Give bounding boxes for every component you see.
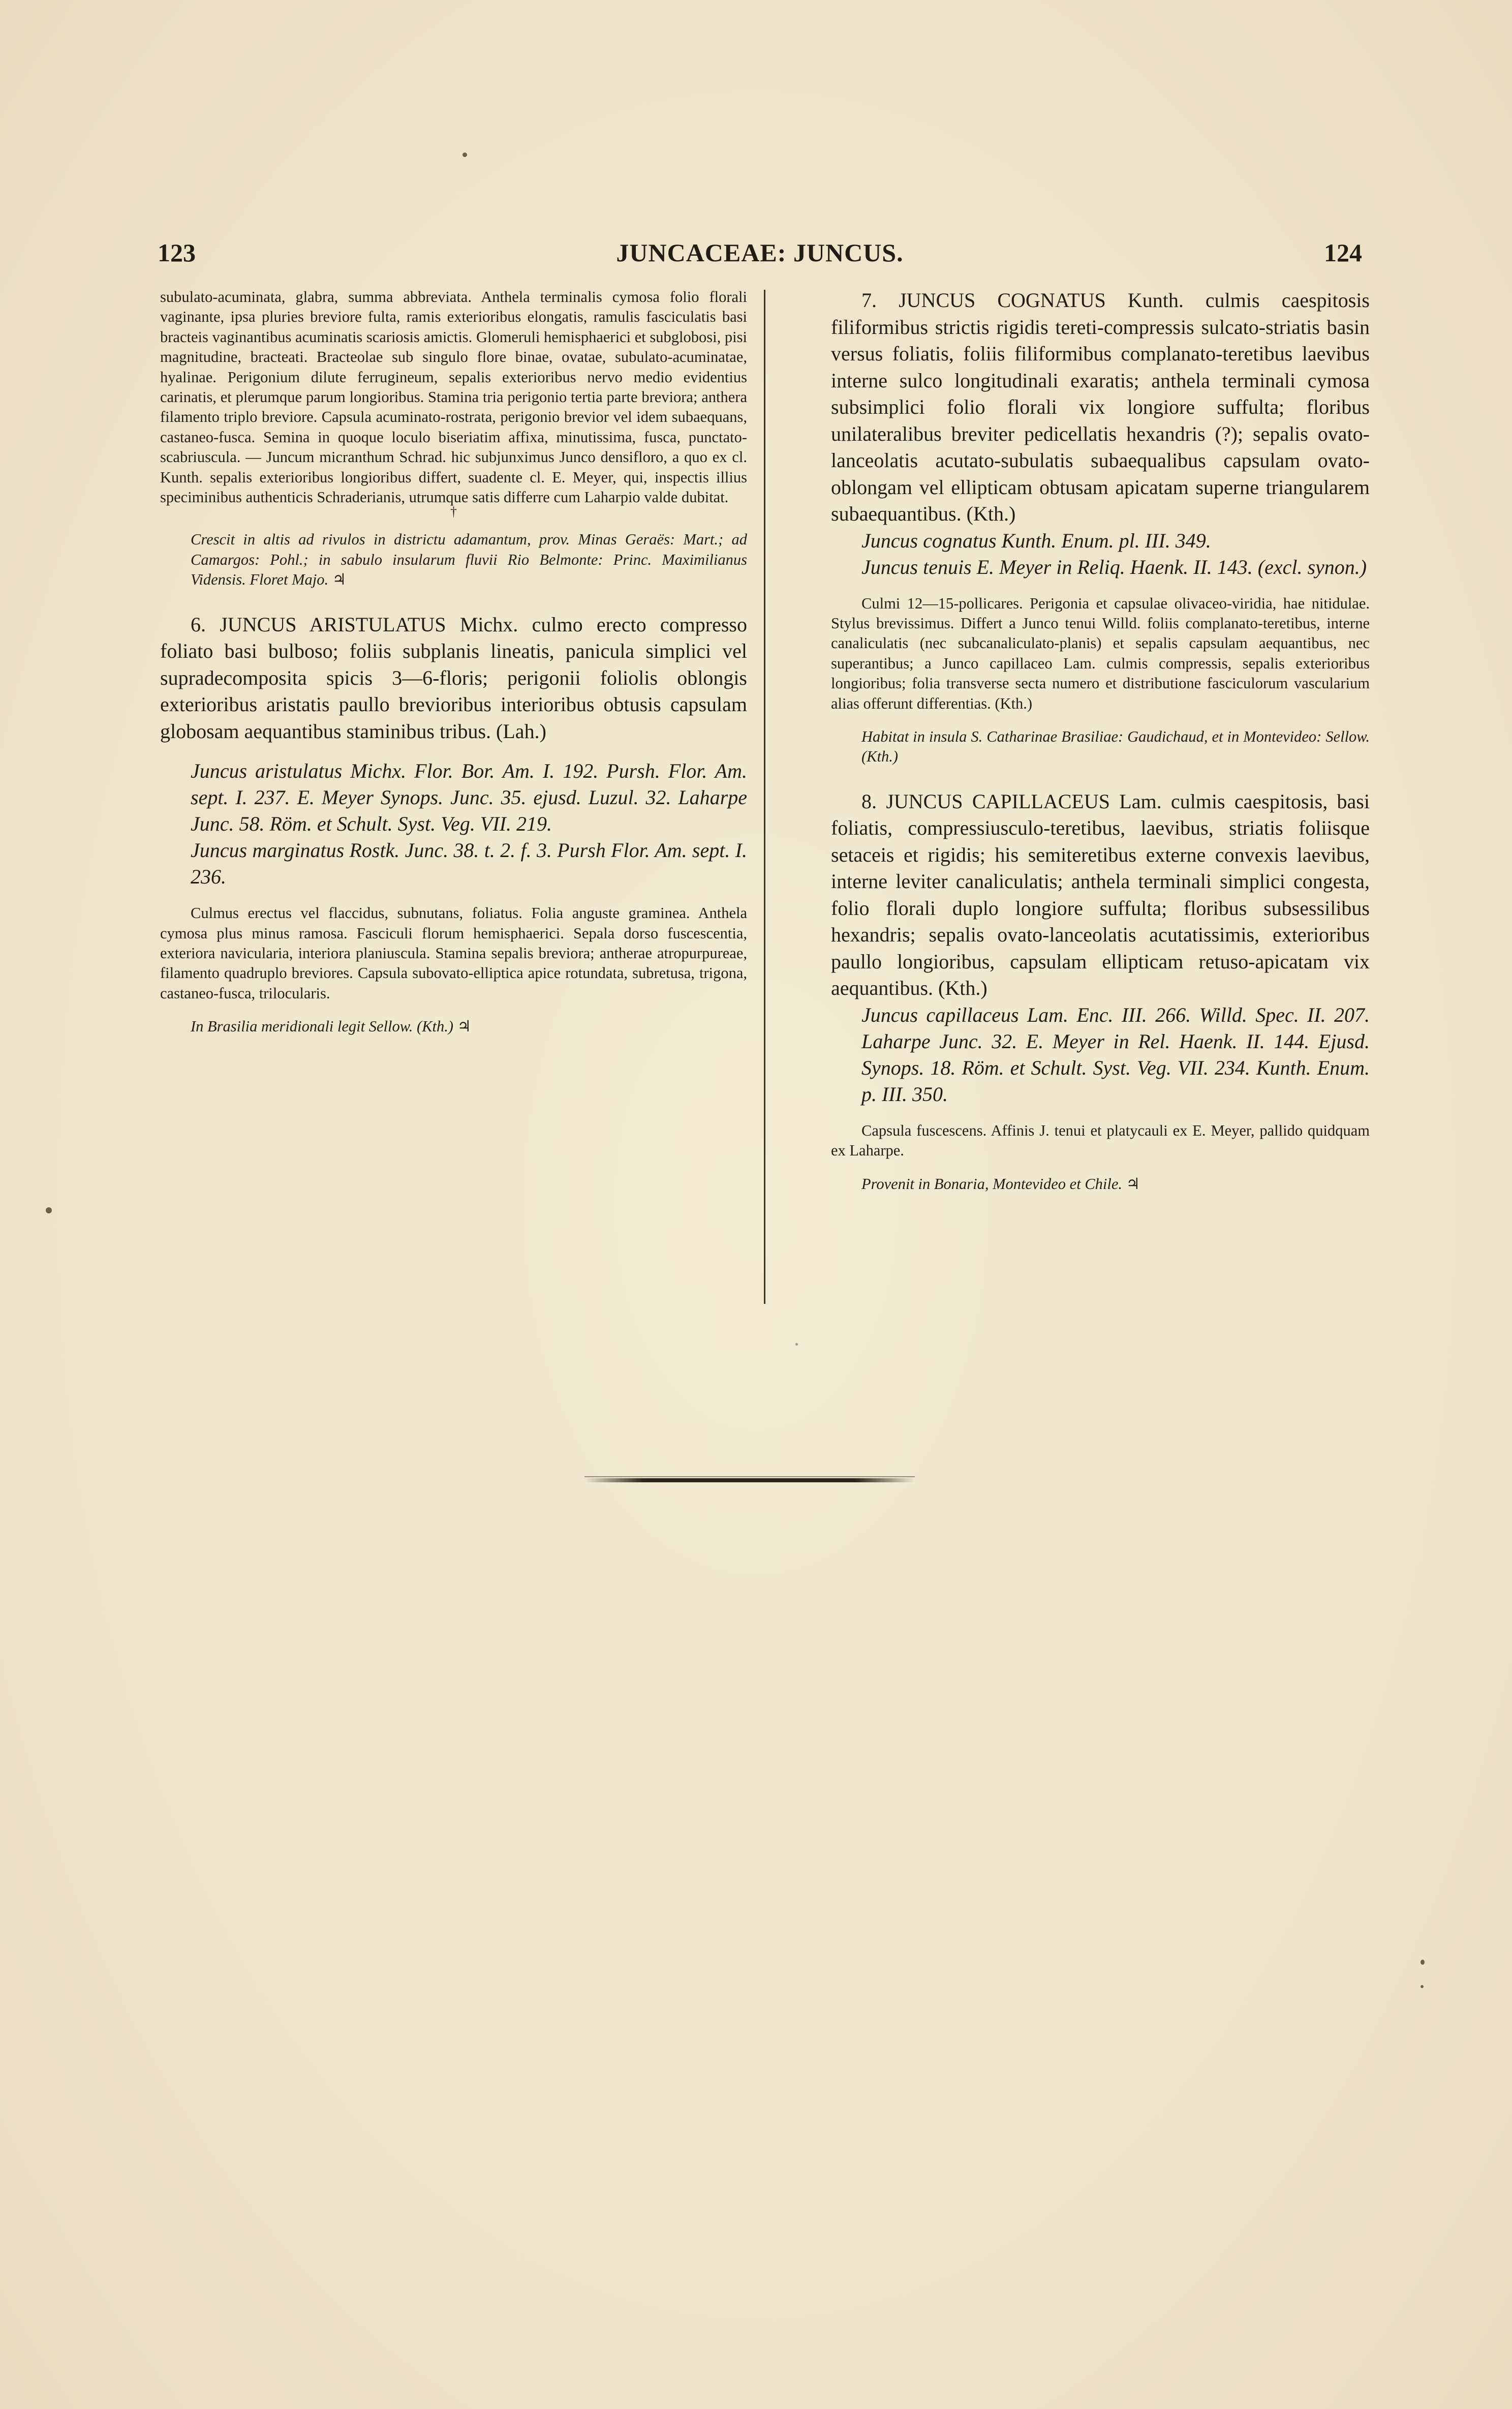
species-7-diagnosis: [831, 287, 1370, 528]
species-6-synonym-2: Juncus marginatus Rostk. Junc. 38. t. 2. f. 3. Pursh Flor. Am. sept. I. 236.: [191, 839, 747, 889]
habitat-paragraph: Crescit in altis ad rivulos in districtu adamantum, prov. Minas Geraës: Mart.; ad Camargos: Pohl.; in sabulo insularum fluvii Rio Belmonte: Princ. Maximilianus Vidensis. Floret Majo. ♃: [191, 531, 747, 589]
paper-speck: [1421, 1960, 1425, 1965]
species-7-synonym-2: Juncus tenuis E. Meyer in Reliq. Haenk. II. 143. (excl. synon.): [861, 555, 1367, 578]
continued-description: subulato-acuminata, glabra, summa abbreviata. Anthela terminalis cymosa folio florali vaginante, ipsa pluries breviore fulta, ramis exterioribus elongatis, ramulis fasciculatis basi bracteis vaginantibus acuminatis scariosis amictis. Glomeruli hemisphaerici et subglobosi, pisi magnitudine, bracteati. Bracteolae sub singulo flore binae, ovatae, subulato-acuminatae, hyalinae. Perigonium dilute ferrugineum, sepalis exterioribus nervo medio evidentius carinatis, et plerumque parum longioribus. Stamina tria perigonio tertia parte breviora; antherа filamento triplo breviore. Capsula acuminato-rostrata, perigonio brevior vel idem subaequans, castaneo-fusca. Semina in quoque loculo biseriatim affixa, minutissima, fusca, punctato-scabriuscula. — Juncum micranthum Schrad. hic subjunximus Junco densifloro, a quo ex cl. Kunth. sepalis exterioribus longioribus differt, suadente cl. E. Meyer, qui, inspectis illius speciminibus authenticis Schraderianis, utrumque satis differre cum Laharpio valde dubitat.: [160, 288, 747, 506]
species-8-habitat: Provenit in Bonaria, Montevideo et Chile. ♃: [861, 1175, 1140, 1193]
end-rule-hairline: [584, 1476, 915, 1477]
right-column: [831, 287, 1370, 1194]
species-7-habitat: Habitat in insula S. Catharinae Brasiliae: Gaudichaud, et in Montevideo: Sellow. (Kth.): [861, 727, 1370, 766]
species-6-description: Culmus erectus vel flaccidus, subnutans, foliatus. Folia anguste graminea. Anthela cymosa plus minus ramosa. Fasciculi florum hemisphaerici. Sepala dorso fuscescentia, exteriora navicularia, interiora planiuscula. Stamina sepalis breviora; antherae atropurpureae, filamento quadruplo breviores. Capsula subovato-elliptica apice rotundata, subretusa, trigona, castaneo-fusca, trilocularis.: [160, 904, 747, 1002]
paper-speck: [795, 1343, 798, 1346]
species-6-heading: 6. JUNCUS ARISTULATUS Michx.: [191, 613, 518, 636]
species-8-description: Capsula fuscescens. Affinis J. tenui et platycauli ex E. Meyer, pallido quidquam ex Laharpe.: [831, 1121, 1370, 1160]
paper-speck: [1421, 1985, 1424, 1988]
species-7-heading: 7. JUNCUS COGNATUS Kunth.: [861, 289, 1184, 312]
species-8-synonym-1: Juncus capillaceus Lam. Enc. III. 266. Willd. Spec. II. 207. Laharpe Junc. 32. E. Meyer in Rel. Haenk. II. 144. Ejusd. Synops. 18. Röm. et Schult. Syst. Veg. VII. 234. Kunth. Enum. p. III. 350.: [861, 1003, 1370, 1106]
species-6-synonym-1: Juncus aristulatus Michx. Flor. Bor. Am. I. 192. Pursh. Flor. Am. sept. I. 237. E. Meyer Synops. Junc. 35. ejusd. Luzul. 32. Laharpe Junc. 58. Röm. et Schult. Syst. Veg. VII. 219.: [191, 759, 747, 836]
species-8-diagnosis: [831, 788, 1370, 1002]
left-column: [160, 287, 747, 1037]
column-divider: [764, 290, 765, 1304]
species-8-heading: 8. JUNCUS CAPILLACEUS Lam.: [861, 789, 1162, 813]
species-6-habitat: In Brasilia meridionali legit Sellow. (Kth.) ♃: [191, 1018, 472, 1035]
species-6-diagnosis-text: culmo erecto compresso foliato basi bulboso; foliis subplanis lineatis, panicula simplici vel supradecomposita spicis 3—6-floris; perigonii foliolis oblongis exterioribus aristatis paullo brevioribus interioribus obtusis capsulam globosam aequantibus staminibus tribus. (Lah.): [160, 613, 747, 743]
species-8-diagnosis-text: culmis caespitosis, basi foliatis, compressiusculo-teretibus, laevibus, striatis foliisque setaceis et rigidis; his semiteretibus externe convexis laevibus, interne leviter canaliculatis; anthela terminali simplici congesta, folio florali duplo longiore suffulta; floribus subsessilibus hexandris; sepalis ovato-lanceolatis acutatissimis, exterioribus paullo longioribus, capsulam ellipticam retuso-apicatam vix aequantibus. (Kth.): [831, 789, 1370, 1000]
running-title: JUNCACEAE: JUNCUS.: [616, 238, 904, 267]
page-number-right: 124: [1324, 238, 1362, 267]
species-6-diagnosis: [160, 612, 747, 745]
paper-speck: [46, 1207, 52, 1213]
dagger-mark: †: [450, 504, 457, 520]
end-rule: [584, 1478, 915, 1482]
running-header: [158, 238, 1362, 273]
page-number-left: 123: [158, 238, 196, 267]
species-7-diagnosis-text: culmis caespitosis filiformibus strictis rigidis tereti-compressis sulcato-striatis basin versus foliatis, foliis filiformibus complanato-teretibus laevibus interne sulco longitudinali exaratis; anthela terminali cymosa subsimplici folio florali vix longiore suffulta; floribus unilateralibus breviter pedicellatis hexandris (?); sepalis ovato-lanceolatis acutato-subulatis subaequalibus capsulam ovato-oblongam vel ellipticam obtusam apicatam superne triangularem subaequantibus. (Kth.): [831, 289, 1370, 525]
species-7-description: Culmi 12—15-pollicares. Perigonia et capsulae olivaceo-viridia, hae nitidulae. Stylus brevissimus. Differt a Junco tenui Willd. foliis complanato-teretibus, interne canaliculatis (nec subcanaliculato-planis) et sepalis capsulam aequantibus, nec superantibus; a Junco capillaceo Lam. culmis compressis, sepalis exterioribus longioribus; folia transverse secta numero et distributione fasciculorum vascularium alias offerunt differentias. (Kth.): [831, 594, 1370, 712]
species-7-synonym-1: Juncus cognatus Kunth. Enum. pl. III. 349.: [861, 529, 1211, 552]
paper-speck: [462, 153, 467, 157]
